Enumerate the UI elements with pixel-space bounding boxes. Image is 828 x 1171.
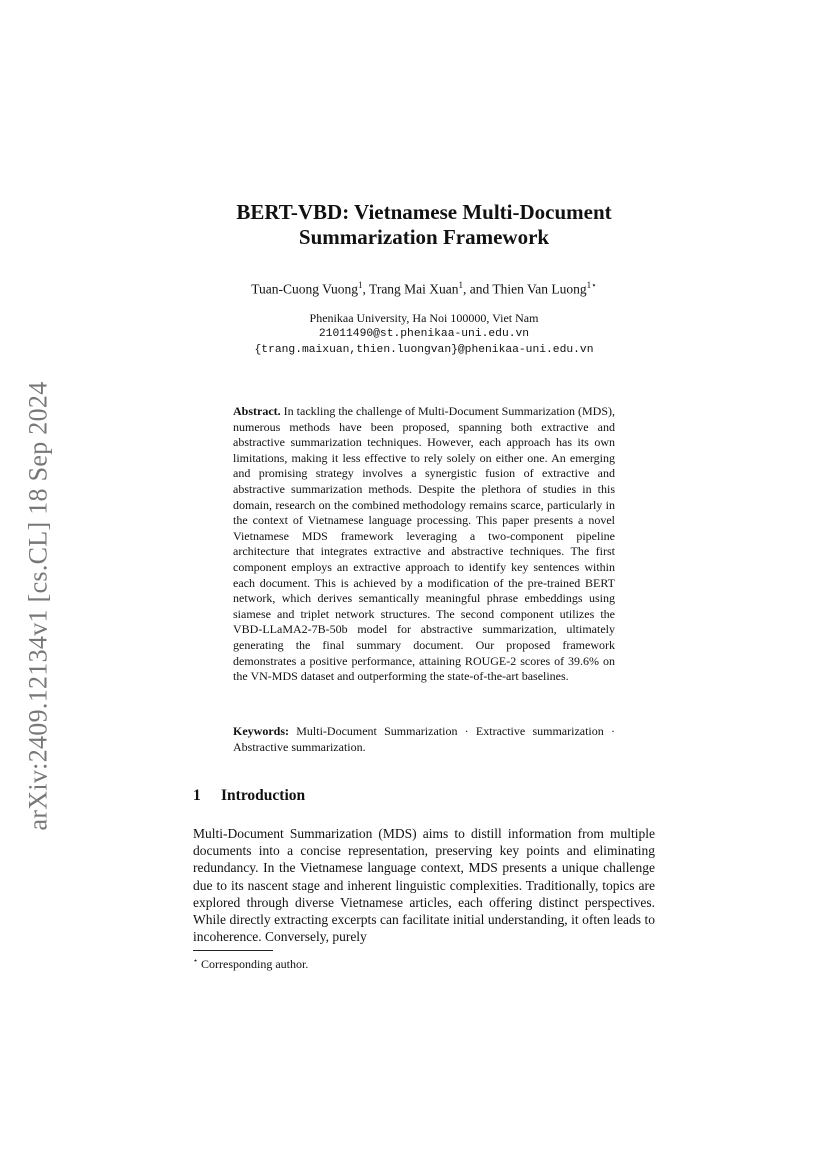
footnote-mark: ⋆ [193, 956, 199, 965]
keywords-label: Keywords: [233, 724, 289, 738]
author-affiliation-mark: 1 [358, 280, 363, 290]
email-address-group: {trang.maixuan,thien.luongvan}@phenikaa-uni.edu.vn [254, 344, 594, 356]
author-affiliation-mark: 1 [458, 280, 464, 290]
keywords-text: Multi-Document Summarization · Extractive summarization · Abstractive summarization. [233, 724, 615, 754]
section-number: 1 [193, 787, 201, 804]
author-separator: , [362, 281, 370, 297]
author-name: Trang Mai Xuan [369, 281, 459, 297]
author-affiliation-mark: 1⋆ [586, 280, 597, 290]
arxiv-identifier-text: arXiv:2409.12134v1 [cs.CL] 18 Sep 2024 [24, 380, 53, 831]
paper-title [130, 200, 718, 250]
section-title: Introduction [221, 787, 306, 804]
title-line-1: BERT-VBD: Vietnamese Multi-Document [236, 200, 612, 224]
affiliation-block [130, 310, 718, 358]
arxiv-side-identifier [18, 363, 60, 848]
author-name: Thien Van Luong [492, 281, 587, 297]
abstract-text: In tackling the challenge of Multi-Document Summarization (MDS), numerous methods have been proposed, spanning both extractive and abstractive summarization techniques. However, each approach has its own limitations, making it less effective to rely solely on either one. An emerging and promising strategy involves a synergistic fusion of extractive and abstractive summarization methods. Despite the plethora of studies in this domain, research on the combined methodology remains scarce, particularly in the context of Vietnamese language processing. This paper presents a novel Vietnamese MDS framework leveraging a two-component pipeline architecture that integrates extractive and abstractive techniques. The first component employs an extractive approach to identify key sentences within each document. This is achieved by a modification of the pre-trained BERT network, which derives semantically meaningful phrase embeddings using siamese and triplet network structures. The second component utilizes the VBD-LLaMA2-7B-50b model for abstractive summarization, ultimately generating the final summary document. Our proposed framework demonstrates a positive performance, attaining ROUGE-2 scores of 39.6% on the VN-MDS dataset and outperforming the state-of-the-art baselines. [233, 404, 615, 684]
abstract [233, 404, 615, 685]
author-list [130, 280, 718, 298]
abstract-label: Abstract. [233, 404, 281, 418]
author-name: Tuan-Cuong Vuong [251, 281, 359, 297]
section-heading [193, 787, 305, 805]
author-separator: , and [463, 281, 493, 297]
introduction-paragraph: Multi-Document Summarization (MDS) aims to distill information from multiple documents into a concise representation, preserving key points and eliminating redundancy. In the Vietnamese language context, MDS presents a unique challenge due to its nascent stage and inherent linguistic complexities. Traditionally, topics are explored through diverse Vietnamese articles, each offering distinct perspectives. While directly extracting excerpts can facilitate initial understanding, it often leads to incoherence. Conversely, purely [193, 826, 655, 945]
affiliation: Phenikaa University, Ha Noi 100000, Viet Nam [309, 311, 539, 325]
footnote [193, 956, 308, 972]
footnote-text: Corresponding author. [201, 957, 309, 971]
title-line-2: Summarization Framework [298, 225, 550, 249]
email-address: 21011490@st.phenikaa-uni.edu.vn [318, 328, 530, 340]
keywords [233, 724, 615, 755]
footnote-divider [193, 950, 273, 951]
